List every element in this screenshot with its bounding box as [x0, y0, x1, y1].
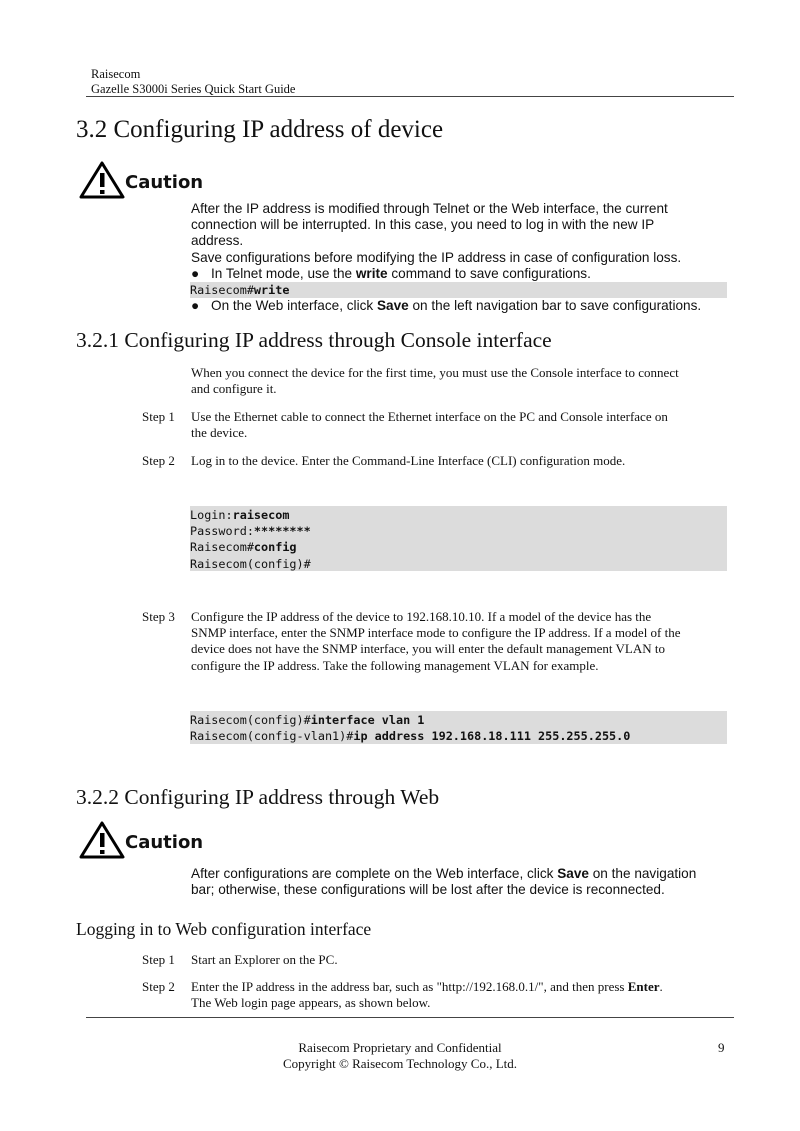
bullet-icon: ●	[191, 298, 200, 313]
page-number: 9	[718, 1040, 725, 1055]
code-line: Password:********	[190, 524, 311, 539]
caution-text-2: After configurations are complete on the Web interface, click Save on the navigation bar; otherwise, these configurations will be lost after the device is reconnected.	[191, 866, 697, 898]
section-3-2-title: 3.2 Configuring IP address of device	[76, 116, 444, 143]
caution-text-1	[191, 201, 736, 282]
caution-label: Caution	[125, 832, 204, 853]
section-3-2-1-title: 3.2.1 Configuring IP address through Console interface	[76, 328, 552, 352]
code-block-write	[190, 282, 727, 298]
warning-triangle-icon	[79, 161, 125, 199]
caution-line: After the IP address is modified through Telnet or the Web interface, the current	[191, 201, 668, 216]
step-label: Step 2	[142, 979, 175, 994]
footer-rule	[86, 1017, 734, 1018]
intro-paragraph: When you connect the device for the first time, you must use the Console interface to connect and configure it.	[191, 365, 679, 397]
step-label: Step 1	[142, 409, 175, 424]
header-company: Raisecom	[91, 67, 141, 81]
code-block-login	[190, 506, 727, 571]
step-text: Start an Explorer on the PC.	[191, 952, 338, 967]
bullet-icon: ●	[191, 265, 200, 281]
caution-line: connection will be interrupted. In this case, you need to log in with the new IP	[191, 217, 655, 233]
warning-triangle-icon	[79, 821, 125, 859]
code-line: Raisecom(config-vlan1)#ip address 192.168.18.111 255.255.255.0	[190, 729, 631, 744]
code-line: Login:raisecom	[190, 508, 290, 522]
footer-line: Raisecom Proprietary and Confidential	[298, 1040, 502, 1055]
step-text: Configure the IP address of the device to 192.168.10.10. If a model of the device has the SNMP interface, enter the SNMP interface mode to configure the IP address. If a model of the device does not have the SNMP interface, you will enter the default management VLAN to configure the IP address. Take the following management VLAN for example.	[191, 609, 681, 673]
code-prompt: Raisecom#	[190, 283, 254, 297]
caution-block-1	[79, 161, 209, 201]
header-rule	[86, 96, 734, 97]
step-text: Use the Ethernet cable to connect the Ethernet interface on the PC and Console interface on the device.	[191, 409, 668, 441]
caution-line: Save configurations before modifying the IP address in case of configuration loss.	[191, 249, 682, 265]
code-line: Raisecom(config)#interface vlan 1	[190, 713, 425, 727]
code-command: write	[253, 283, 290, 297]
code-line: Raisecom#config	[190, 540, 297, 555]
caution-label: Caution	[125, 172, 204, 193]
step-text: Log in to the device. Enter the Command-Line Interface (CLI) configuration mode.	[191, 453, 626, 468]
step-label: Step 3	[142, 609, 175, 624]
caution-line: address.	[191, 233, 244, 249]
step-label: Step 1	[142, 952, 175, 967]
header-guide-title: Gazelle S3000i Series Quick Start Guide	[91, 82, 296, 96]
footer	[0, 1040, 800, 1072]
step-text: Enter the IP address in the address bar, such as "http://192.168.0.1/", and then press Enter. The Web login page appears, as shown below.	[191, 979, 663, 1011]
caution-block-2	[79, 821, 209, 861]
code-block-vlan	[190, 711, 727, 744]
code-line: Raisecom(config)#	[190, 556, 311, 571]
bullet-telnet: ● In Telnet mode, use the write command to save configurations.	[191, 265, 591, 281]
section-3-2-2-title: 3.2.2 Configuring IP address through Web	[76, 785, 440, 809]
footer-line: Copyright © Raisecom Technology Co., Ltd.	[282, 1056, 518, 1071]
bullet-web: ● On the Web interface, click Save on the left navigation bar to save configurations.	[191, 298, 702, 313]
subsection-title: Logging in to Web configuration interface	[76, 919, 372, 939]
step-label: Step 2	[142, 453, 175, 468]
